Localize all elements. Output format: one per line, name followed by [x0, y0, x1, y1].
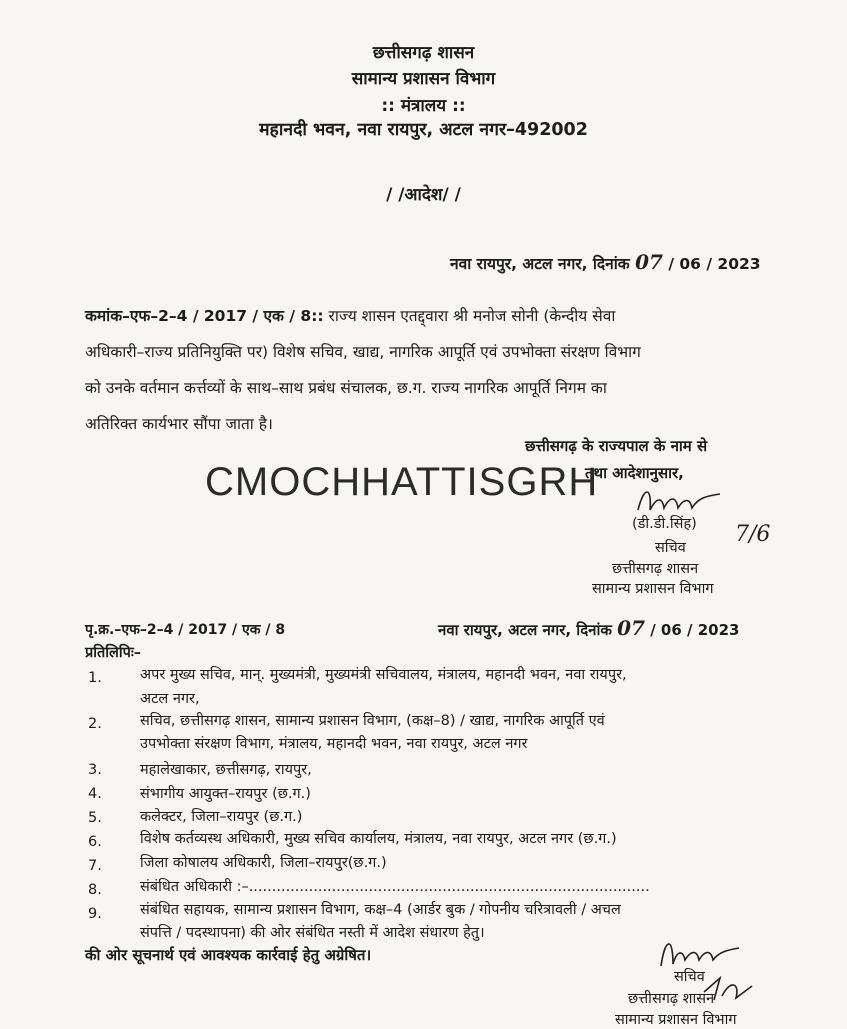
governor-order-line: तथा आदेशानुसार, [585, 464, 684, 482]
copy-item-number: 5. [88, 810, 102, 826]
order-text-start: राज्य शासन एतद्द्वारा श्री मनोज सोनी (केन्दीय सेवा [328, 307, 616, 325]
copy-item-number: 4. [88, 786, 102, 802]
copy-item-number: 3. [88, 762, 102, 778]
watermark-text: CMOCHHATTISGRH [205, 460, 599, 504]
copy-item-number: 2. [88, 716, 102, 732]
order-paragraph-line4: अतिरिक्त कार्यभार सौंपा जाता है। [85, 415, 273, 433]
order-date [450, 250, 761, 274]
copy-item-number: 7. [88, 858, 102, 874]
signatory-1-department: सामान्य प्रशासन विभाग [592, 581, 714, 597]
copy-item-number: 9. [88, 906, 102, 922]
copy-item-text-cont: उपभोक्ता संरक्षण विभाग, मंत्रालय, महानदी भवन, नवा रायपुर, अटल नगर [140, 736, 528, 752]
copy-item-text-cont: संपत्ति / पदस्थापना) की ओर संबंधित नस्ती में आदेश संधारण हेतु। [140, 925, 485, 941]
order-date-suffix: / 06 / 2023 [668, 255, 761, 273]
endorsement-date-suffix: / 06 / 2023 [650, 621, 740, 639]
copy-item-number: 1. [88, 670, 102, 686]
copy-item-text: अपर मुख्य सचिव, मान्. मुख्यमंत्री, मुख्यमंत्री सचिवालय, मंत्रालय, महानदी भवन, नवा रायपुर, [140, 667, 627, 683]
signatory-2-government: छत्तीसगढ़ शासन [628, 991, 715, 1007]
header-department: सामान्य प्रशासन विभाग [351, 69, 496, 89]
copy-item-text: विशेष कर्तव्यस्थ अधिकारी, मुख्य सचिव कार्यालय, मंत्रालय, नवा रायपुर, अटल नगर (छ.ग.) [140, 831, 617, 847]
copy-item-number: 6. [88, 834, 102, 850]
copy-item-text-cont: अटल नगर, [140, 691, 200, 707]
closing-line: की ओर सूचनार्थ एवं आवश्यक कार्रवाई हेतु अग्रेषित। [85, 946, 372, 964]
header-address: महानदी भवन, नवा रायपुर, अटल नगर–492002 [259, 120, 588, 140]
copy-item-text: संभागीय आयुक्त–रायपुर (छ.ग.) [140, 786, 311, 802]
signatory-1-name: (डी.डी.सिंह) [632, 516, 697, 532]
header-government: छत्तीसगढ़ शासन [372, 43, 475, 63]
header-ministry: :: मंत्रालय :: [381, 96, 466, 116]
endorsement-date [438, 616, 739, 640]
signatory-1-government: छत्तीसगढ़ शासन [612, 561, 699, 577]
signatory-2-designation: सचिव [674, 969, 705, 985]
order-ref-number: कमांक–एफ–2–4 / 2017 / एक / 8:: [85, 307, 324, 325]
copy-item-text: कलेक्टर, जिला–रायपुर (छ.ग.) [140, 809, 303, 825]
order-paragraph-line2: अधिकारी–राज्य प्रतिनियुक्ति पर) विशेष सचिव, खाद्य, नागरिक आपूर्ति एवं उपभोक्ता संरक्षण विभाग [85, 343, 641, 361]
copy-item-text: संबंधित सहायक, सामान्य प्रशासन विभाग, कक्ष–4 (आर्डर बुक / गोपनीय चरित्रावली / अचल [140, 902, 621, 918]
copy-item-number: 8. [88, 882, 102, 898]
order-paragraph-line1 [85, 298, 615, 334]
copy-item-text: जिला कोषालय अधिकारी, जिला–रायपुर(छ.ग.) [140, 855, 387, 871]
governor-authority-line: छत्तीसगढ़ के राज्यपाल के नाम से [525, 437, 708, 455]
signatory-1-initials: 7/6 [735, 522, 771, 547]
order-date-prefix: नवा रायपुर, अटल नगर, दिनांक [450, 255, 630, 273]
endorsement-ref-number: पृ.क्र.–एफ–2–4 / 2017 / एक / 8 [85, 622, 286, 638]
copy-item-text: महालेखाकार, छत्तीसगढ़, रायपुर, [140, 762, 312, 778]
order-title: / /आदेश/ / [386, 185, 461, 205]
copy-item-text: सचिव, छत्तीसगढ़ शासन, सामान्य प्रशासन विभाग, (कक्ष–8) / खाद्य, नागरिक आपूर्ति एवं [140, 713, 605, 729]
endorsement-date-prefix: नवा रायपुर, अटल नगर, दिनांक [438, 621, 612, 639]
signatory-1-designation: सचिव [655, 540, 686, 556]
copy-label: प्रतिलिपिः– [85, 645, 142, 661]
endorsement-date-day: 07 [617, 616, 645, 640]
order-paragraph-line3: को उनके वर्तमान कर्त्तव्यों के साथ–साथ प्रबंध संचालक, छ.ग. राज्य नागरिक आपूर्ति निगम का [85, 379, 607, 397]
order-date-day: 07 [635, 250, 663, 274]
copy-item-text: संबंधित अधिकारी :–....................................................................................... [140, 879, 650, 895]
signatory-2-department: सामान्य प्रशासन विभाग [615, 1012, 737, 1028]
